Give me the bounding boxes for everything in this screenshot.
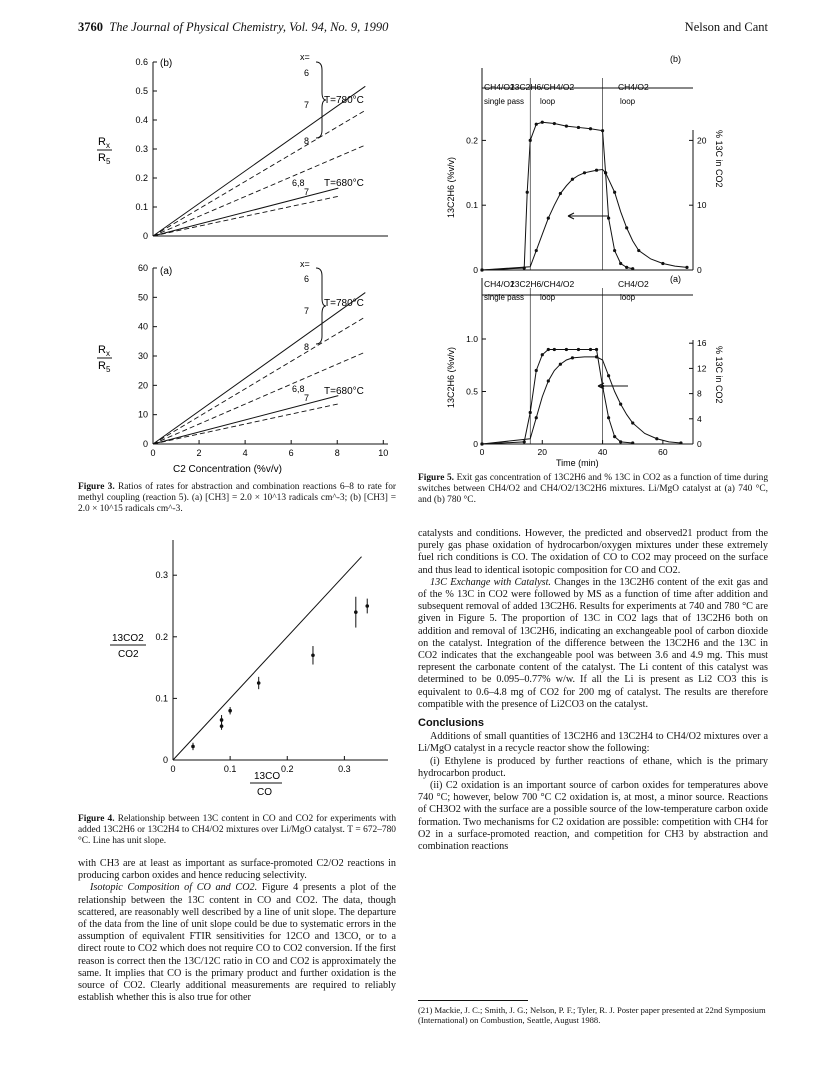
f4-xtick-label: 0 <box>170 764 176 774</box>
f5b-series-0-point <box>619 262 622 265</box>
f5a-series-1-point <box>595 355 598 358</box>
f5a-series-0-point <box>529 411 532 414</box>
figure-4-xlabel-bottom: CO <box>257 787 272 798</box>
running-authors: Nelson and Cant <box>684 20 768 34</box>
f5a-series-0-point <box>607 416 610 419</box>
f5-xlabel: Time (min) <box>556 458 599 468</box>
f5b-series-0-point <box>529 139 532 142</box>
f5b-series-1-point <box>637 249 640 252</box>
f5a-series-1-point <box>480 442 483 445</box>
figure-3 <box>78 48 398 476</box>
ylabel-den-sub-b: 5 <box>106 157 111 166</box>
ylabel-num-a: R <box>98 344 106 356</box>
f5b-phase-label: CH4/O2 <box>618 82 649 92</box>
f5b-yright-label: 10 <box>697 200 707 211</box>
f5a-series-1-point <box>619 403 622 406</box>
f3a-series-line-2 <box>153 352 365 444</box>
figure-3-caption-label: Figure 3. <box>78 482 115 492</box>
f3a-line-label-high: 7 <box>304 306 310 316</box>
f3b-ytick-label: 0.6 <box>135 57 148 67</box>
figure-4 <box>78 534 398 786</box>
f4-data-point <box>228 709 232 713</box>
f3b-line-label-high: 6 <box>304 68 310 78</box>
left-body-text <box>78 858 396 1004</box>
f5a-phase-sublabel: loop <box>540 293 556 302</box>
f5-ylabel-left-a: 13C2H6 (%v/v) <box>446 346 456 408</box>
figure-3-panel-a <box>97 259 388 475</box>
f5a-yright-label: 0 <box>697 439 702 449</box>
f4-ytick-label: 0.2 <box>155 631 168 642</box>
panel-b-label: (b) <box>160 58 173 69</box>
f5b-series-0-point <box>631 267 634 270</box>
ylabel-num-sub-a: x <box>106 349 110 358</box>
f5a-phase-sublabel: loop <box>620 293 636 302</box>
f4-ytick-label: 0 <box>162 755 168 765</box>
ylabel-num-sub-b: x <box>106 141 110 150</box>
panel-a-label: (a) <box>160 266 173 277</box>
f4-xtick-label: 0.3 <box>338 764 351 774</box>
f5a-yright-label: 4 <box>697 413 702 424</box>
f5b-series-0-point <box>607 217 610 220</box>
f3b-ytick-label: 0.1 <box>135 202 148 212</box>
f5a-series-1-point <box>631 421 634 424</box>
figure-4-ylabel-top: 13CO2 <box>112 633 144 644</box>
figure-5-panel-a <box>446 274 724 468</box>
f4-xtick-label: 0.1 <box>223 764 237 774</box>
y-label-a <box>97 344 112 374</box>
f5a-series-0-point <box>565 348 568 351</box>
ylabel-num-b: R <box>98 136 106 148</box>
f3a-ytick-label: 60 <box>137 263 148 273</box>
f5b-series-1-point <box>535 249 538 252</box>
f5a-series-0-point <box>589 348 592 351</box>
f5a-series-1-point <box>571 356 574 359</box>
f5b-yright-label: 20 <box>697 135 707 146</box>
f3b-ytick-label: 0.4 <box>135 115 148 125</box>
f3-xtick-label: 0 <box>150 448 156 458</box>
f5a-series-1-point <box>535 416 538 419</box>
f5a-yleft-label: 1.0 <box>466 334 478 344</box>
f5b-yleft-label: 0.1 <box>466 200 478 211</box>
f5b-series-0-point <box>541 121 544 124</box>
figure-5-panel-b <box>446 54 724 275</box>
figure-3-caption-text: Ratios of rates for abstraction and combination reactions 6–8 to rate for methyl coupling (reaction 5). (a) [CH3] = 2.0 × 10^13 radicals cm^-3; (b) [CH3] = 2.0 × 10^15 radicals cm^-3. <box>78 482 397 515</box>
figure-5 <box>418 50 768 468</box>
f5b-series-1-point <box>583 171 586 174</box>
f5b-series-0-line <box>482 122 633 270</box>
f3b-ytick-label: 0.5 <box>135 86 148 96</box>
right-para-2-heading: 13C Exchange with Catalyst. <box>430 576 551 588</box>
figure-4-caption-text: Relationship between 13C content in CO and CO2 for experiments with added 13C2H6 or 13C2H4 to CH4/O2 mixtures over Li/MgO catalyst. T = 672–780 °C. Line has unit slope. <box>78 814 397 847</box>
journal-title: The Journal of Physical Chemistry, Vol. 94, No. 9, 1990 <box>109 20 389 34</box>
figure-4-xlabel <box>254 771 280 782</box>
ylabel-den-sub-a: 5 <box>106 365 111 374</box>
f5b-series-0-point <box>553 122 556 125</box>
f3b-line-label-high: 7 <box>304 100 310 110</box>
f5-xtick-label: 40 <box>597 447 608 457</box>
f3a-ytick-label: 0 <box>142 439 148 449</box>
f5a-series-1-point <box>547 379 550 382</box>
x-marker-a: x= <box>300 259 310 269</box>
f3-xtick-label: 2 <box>196 448 202 458</box>
f5a-series-0-point <box>553 348 556 351</box>
f5b-yleft-label: 0.2 <box>466 135 478 146</box>
f3b-ytick-label: 0 <box>142 231 148 241</box>
f5a-series-0-point <box>541 353 544 356</box>
f3a-line-label-high: 6 <box>304 274 310 284</box>
f5a-yright-label: 16 <box>697 338 707 349</box>
f5b-series-0-point <box>577 126 580 129</box>
f3-xtick-label: 4 <box>242 448 248 458</box>
f5a-yright-label: 12 <box>697 363 707 374</box>
f5b-yleft-label: 0 <box>473 265 478 275</box>
f5b-phase-sublabel: single pass <box>484 97 525 106</box>
figure-3-caption <box>78 482 396 516</box>
figure-4-ylabel-bottom: CO2 <box>118 649 139 660</box>
conclusions-p3: (ii) C2 oxidation is an important source of carbon oxides for temperatures above 740 °C; however, below 700 °C C2 oxidation is, at most, a minor source. Reactions of CH3O2 with the surface are a possible source of the low-temperature carbon oxide formation. Two mechanisms for C2 oxidation are possible: competition with CH4 for O2 in a surface-promoted reaction, and competition for CH3 by abstraction and combination reactions <box>418 780 768 853</box>
ylabel-den-a: R <box>98 360 106 372</box>
f5b-series-1-point <box>685 266 688 269</box>
right-body-text <box>418 528 768 853</box>
f5a-series-0-point <box>523 440 526 443</box>
f5b-series-0-point <box>565 125 568 128</box>
f5-xtick-label: 0 <box>479 447 485 457</box>
f4-data-point <box>365 604 369 608</box>
f5a-series-0-point <box>613 435 616 438</box>
left-para-2-heading: Isotopic Composition of CO and CO2. <box>90 882 258 894</box>
f3b-series-line-3 <box>153 188 338 236</box>
f5a-yleft-label: 0.5 <box>466 386 478 397</box>
f3a-ytick-label: 10 <box>137 409 148 420</box>
figure-4-xlabel-top: 13CO <box>254 771 281 782</box>
f4-xtick-label: 0.2 <box>280 764 294 774</box>
f5a-series-1-line <box>482 357 681 444</box>
y-label-b <box>97 136 112 166</box>
f3b-line-label-low: 7 <box>304 187 310 197</box>
f5b-series-0-point <box>613 249 616 252</box>
left-para-2: Figure 4 presents a plot of the relationship between the 13C content in CO and CO2. The data, though scattered, are reasonably well described by a line of unit slope. The departure of the data from the line of unit slope could be due to systematic errors in the assumption of equivalent FTIR sensitivities for 12CO and 13CO, or to a direct route to CO2 which does not require CO to CO2 conversion. If the first reason is correct then the 13C/12C ratio in CO and CO2 is approximately the same. It implies that CO is the primary product and further oxidation is the source of CO2. Clearly additional measurements are required to reliably establish whether this is also true for other <box>78 882 396 1004</box>
f3b-line-label-low: 6,8 <box>292 178 305 188</box>
f5b-series-1-point <box>480 268 483 271</box>
f3a-ytick-label: 40 <box>137 321 148 332</box>
figure-4-xlabel-frac <box>248 782 288 802</box>
f5a-series-0-point <box>631 441 634 444</box>
f3a-ytick-label: 50 <box>137 292 148 303</box>
f5a-series-0-point <box>619 440 622 443</box>
f5a-series-0-point <box>595 348 598 351</box>
f5b-series-1-point <box>613 191 616 194</box>
left-para-1: with CH3 are at least as important as surface-promoted C2/O2 reactions in producing carbon oxides and hence reducing selectivity. <box>78 858 396 882</box>
f5b-phase-label: CH4/O2 <box>484 82 515 92</box>
f5a-phase-label: CH4/O2 <box>484 279 515 289</box>
f5b-series-0-point <box>625 266 628 269</box>
f5b-phase-sublabel: loop <box>620 97 636 106</box>
f5-ylabel-left-b: 13C2H6 (%v/v) <box>446 156 456 218</box>
f5a-series-1-point <box>655 437 658 440</box>
f5b-series-0-point <box>589 127 592 130</box>
f4-data-point <box>220 718 224 722</box>
f5-ylabel-right-a: % 13C in CO2 <box>714 346 724 404</box>
f3b-series-line-2 <box>153 145 365 236</box>
f3a-line-label-high: 8 <box>304 342 310 352</box>
f5a-series-1-point <box>559 363 562 366</box>
page-header <box>78 20 768 40</box>
conclusions-p1: Additions of small quantities of 13C2H6 and 13C2H4 to CH4/O2 mixtures over a Li/MgO catalyst in a recycle reactor show the following: <box>418 731 768 755</box>
f5-xtick-label: 20 <box>537 447 548 457</box>
f5b-series-1-point <box>661 262 664 265</box>
figure-4-caption <box>78 814 396 848</box>
f5-ylabel-right-b: % 13C in CO2 <box>714 130 724 188</box>
f5b-series-1-line <box>482 170 687 270</box>
f5a-phase-sublabel: single pass <box>484 293 525 302</box>
figure-5-caption-text: Exit gas concentration of 13C2H6 and % 13C in CO2 as a function of time during switches between CH4/O2 and CH4/O2/13C2H6 mixtures. Li/MgO catalyst at (a) 740 °C, and (b) 780 °C. <box>418 473 769 506</box>
f3b-line-label-high: 8 <box>304 136 310 146</box>
temp-high-a: T=780°C <box>324 298 364 309</box>
f4-unit-slope-line <box>173 557 362 760</box>
footnote: (21) Mackie, J. C.; Smith, J. G.; Nelson, P. F.; Tyler, R. J. Poster paper presented at 22nd Symposium (International) on Combustion, Seattle, August 1988. <box>418 1005 766 1025</box>
f5-xtick-label: 60 <box>658 447 668 457</box>
figure-5-caption <box>418 473 768 507</box>
f3a-ytick-label: 30 <box>137 351 148 361</box>
f3a-series-line-3 <box>153 396 338 444</box>
f5b-series-1-point <box>559 192 562 195</box>
f3-xtick-label: 8 <box>334 448 340 458</box>
f4-ytick-label: 0.1 <box>155 693 168 704</box>
f3-xtick-label: 10 <box>378 448 389 458</box>
f3-xtick-label: 6 <box>288 448 294 458</box>
f5b-phase-label: 13C2H6/CH4/O2 <box>510 82 575 92</box>
f5-panel-a-label: (a) <box>670 274 681 284</box>
f5a-series-0-point <box>547 348 550 351</box>
f3a-ytick-label: 20 <box>137 380 148 391</box>
f5a-series-0-point <box>577 348 580 351</box>
f5b-series-0-point <box>526 191 529 194</box>
right-para-2: Changes in the 13C2H6 content of the exit gas and of the % 13C in CO2 were followed by MS as a function of time after addition and subsequent removal of added 13C2H6. Results for experiments at 740 and 780 °C are given in Figure 5. The proportion of 13C in CO2 lags that of 13C2H6 both on addition and removal of 13C2H6, indicating an exchangeable pool of carbon dioxide on the catalyst. Integration of the difference between the 13C2H6 and the 13C in CO2 indicates that the exchangeable pool was between 3.6 and 4.9 mg. This must represent the carbonate content of the catalyst. The Li content of this catalyst was determined to be 0.095–0.77% w/w. If all the Li is present as Li2 CO3 this is equivalent to 0.6–4.8 mg of CO2 for 200 mg of catalyst. The results are therefore compatible with the presence of Li2CO3 on the catalyst. <box>418 576 769 710</box>
figure-5-caption-label: Figure 5. <box>418 473 454 483</box>
figure-3-panel-b <box>97 52 388 241</box>
f5b-yright-label: 0 <box>697 265 702 275</box>
f5b-series-0-point <box>601 129 604 132</box>
ylabel-den-b: R <box>98 152 106 164</box>
f4-data-point <box>354 610 358 614</box>
f5a-yleft-label: 0 <box>473 439 478 449</box>
f5b-series-1-point <box>604 171 607 174</box>
f3b-series-line-1 <box>153 110 365 236</box>
f5a-series-0-line <box>482 350 633 445</box>
x-marker-b: x= <box>300 52 310 62</box>
f3a-series-line-1 <box>153 317 365 444</box>
f5b-series-1-point <box>625 226 628 229</box>
f3a-line-label-low: 7 <box>304 393 310 403</box>
f5a-phase-label: 13C2H6/CH4/O2 <box>510 279 575 289</box>
f4-data-point <box>311 653 315 657</box>
conclusions-heading: Conclusions <box>418 717 485 730</box>
f4-data-point <box>257 681 261 685</box>
right-para-1: catalysts and conditions. However, the predicted and observed21 product from the purely gas phase oxidation of hydrocarbon/oxygen mixtures under these extremely fuel rich conditions is CO. The oxidation of CO to CO2 may proceed on the surface and thus lead to identical isotopic composition for CO and CO2. <box>418 528 768 576</box>
f5b-phase-sublabel: loop <box>540 97 556 106</box>
f4-data-point <box>220 724 224 728</box>
f5a-yright-label: 8 <box>697 388 702 399</box>
figure-4-ylabel <box>110 633 146 660</box>
f3a-line-label-low: 6,8 <box>292 384 305 394</box>
f5a-series-1-point <box>607 374 610 377</box>
f5a-series-1-point <box>679 441 682 444</box>
conclusions-p2: (i) Ethylene is produced by further reactions of ethane, which is the primary hydrocarbon product. <box>418 755 768 779</box>
temp-high-b: T=780°C <box>324 95 364 106</box>
f5a-phase-label: CH4/O2 <box>618 279 649 289</box>
figure-3-xlabel: C2 Concentration (%v/v) <box>173 464 282 475</box>
f5b-series-0-point <box>535 123 538 126</box>
f3b-ytick-label: 0.3 <box>135 144 148 154</box>
f5b-series-1-point <box>595 169 598 172</box>
f4-data-point <box>191 745 195 749</box>
temp-low-a: T=680°C <box>324 386 364 397</box>
f5-panel-b-label: (b) <box>670 54 681 64</box>
footnote-rule <box>418 1000 528 1001</box>
f5b-series-1-point <box>571 178 574 181</box>
temp-low-b: T=680°C <box>324 178 364 189</box>
f4-ytick-label: 0.3 <box>155 570 168 581</box>
f5a-series-0-point <box>535 369 538 372</box>
page-number: 3760 <box>78 20 103 34</box>
f3b-ytick-label: 0.2 <box>135 173 148 183</box>
f5b-series-1-point <box>547 217 550 220</box>
figure-4-caption-label: Figure 4. <box>78 814 115 824</box>
